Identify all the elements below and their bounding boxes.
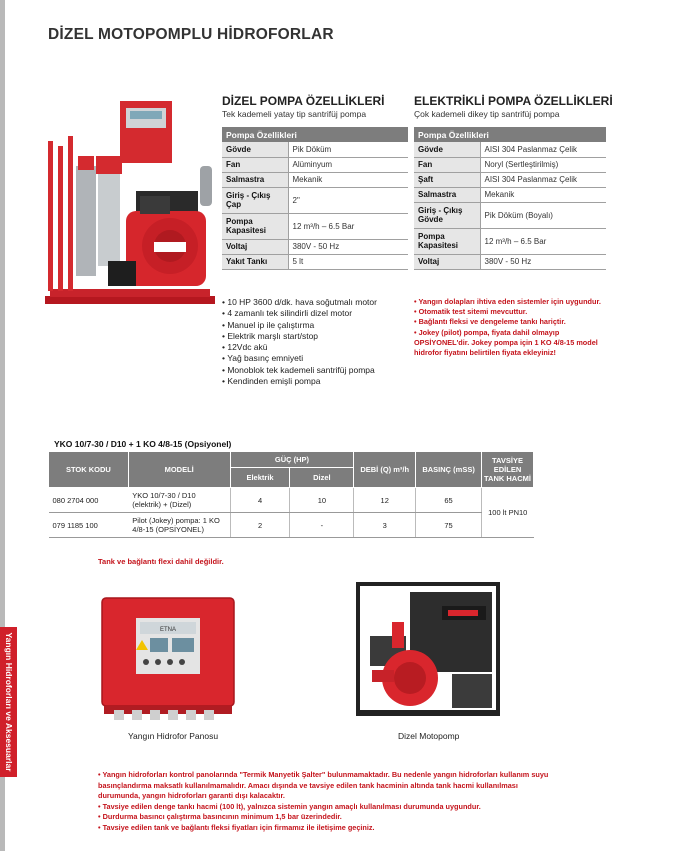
cell-stock: 079 1185 100 bbox=[49, 513, 129, 538]
list-item: • Manuel ip ile çalıştırma bbox=[222, 320, 377, 331]
list-item: • Tavsiye edilen denge tankı hacmi (100 lt), yalnızca sistemin yangın amaçlı kullanılması durumunda uygundur. bbox=[98, 802, 558, 813]
col-header-flow: DEBİ (Q) m³/h bbox=[354, 452, 416, 488]
list-item: • Yangın hidroforları kontrol panolarında "Termik Manyetik Şalter" bulunmamaktadır. Bu nedenle yangın hidroforları kullanım suyu basınçlandırma maksatlı kullanılmamalıdır. Amacı dışında ve tavsiye edilen tank hacminin altında tank hacmi kullanılması durumunda, yangın hidroforları garanti dışı kalacaktır. bbox=[98, 770, 558, 802]
cell-electric: 4 bbox=[230, 488, 290, 513]
diesel-motopump-image bbox=[352, 578, 504, 720]
spec-value: Mekanik bbox=[288, 172, 408, 187]
electric-notes-list bbox=[414, 297, 610, 358]
col-header-model: MODELİ bbox=[128, 452, 230, 488]
list-item: • Otomatik test sitemi mevcuttur. bbox=[414, 307, 610, 317]
col-header-diesel: Dizel bbox=[290, 468, 354, 488]
diesel-spec-table bbox=[222, 127, 408, 270]
hydrofor-unit-image bbox=[40, 96, 220, 308]
spec-value: Alüminyum bbox=[288, 157, 408, 172]
spec-key: Salmastra bbox=[222, 172, 288, 187]
spec-key: Pompa Kapasitesi bbox=[414, 228, 480, 254]
spec-value: Pik Döküm (Boyalı) bbox=[480, 202, 606, 228]
tank-note: Tank ve bağlantı flexi dahil değildir. bbox=[98, 557, 224, 566]
diesel-section-title: DİZEL POMPA ÖZELLİKLERİ bbox=[222, 94, 385, 108]
spec-value: 380V - 50 Hz bbox=[480, 254, 606, 269]
cell-stock: 080 2704 000 bbox=[49, 488, 129, 513]
electric-section-title: ELEKTRİKLİ POMPA ÖZELLİKLERİ bbox=[414, 94, 613, 108]
list-item: • Monoblok tek kademeli santrifüj pompa bbox=[222, 365, 377, 376]
list-item: • 12Vdc akü bbox=[222, 342, 377, 353]
spec-key: Voltaj bbox=[222, 239, 288, 254]
product-table bbox=[48, 451, 534, 538]
cell-model: YKO 10/7-30 / D10 (elektrik) + (Dizel) bbox=[128, 488, 230, 513]
list-item: • Kendinden emişli pompa bbox=[222, 376, 377, 387]
motopump-caption: Dizel Motopomp bbox=[398, 731, 460, 741]
list-item: • Yangın dolapları ihtiva eden sistemler için uygundur. bbox=[414, 297, 610, 307]
cell-model: Pilot (Jokey) pompa: 1 KO 4/8-15 (OPSİYONEL) bbox=[128, 513, 230, 538]
col-header-electric: Elektrik bbox=[230, 468, 290, 488]
side-tab-label: Yangın Hidroforları ve Aksesuarlar bbox=[3, 632, 14, 772]
cell-pressure: 65 bbox=[416, 488, 482, 513]
spec-value: AISI 304 Paslanmaz Çelik bbox=[480, 142, 606, 157]
spec-key: Salmastra bbox=[414, 187, 480, 202]
cell-diesel: - bbox=[290, 513, 354, 538]
spec-value: Pik Döküm bbox=[288, 142, 408, 157]
spec-value: Noryl (Sertleştirilmiş) bbox=[480, 157, 606, 172]
cell-flow: 3 bbox=[354, 513, 416, 538]
spec-key: Fan bbox=[222, 157, 288, 172]
spec-key: Giriş - Çıkış Gövde bbox=[414, 202, 480, 228]
control-panel-image bbox=[98, 596, 238, 722]
cell-electric: 2 bbox=[230, 513, 290, 538]
list-item: • Yağ basınç emniyeti bbox=[222, 353, 377, 364]
spec-value: 2" bbox=[288, 187, 408, 213]
list-item: • Durdurma basıncı çalıştırma basıncının minimum 1,5 bar üzerindedir. bbox=[98, 812, 558, 823]
cell-pressure: 75 bbox=[416, 513, 482, 538]
col-header-tank: TAVSİYE EDİLEN TANK HACMİ bbox=[482, 452, 534, 488]
spec-value: 5 lt bbox=[288, 254, 408, 269]
product-table-title: YKO 10/7-30 / D10 + 1 KO 4/8-15 (Opsiyonel) bbox=[54, 439, 232, 449]
spec-value: 12 m³/h – 6.5 Bar bbox=[480, 228, 606, 254]
spec-key: Gövde bbox=[414, 142, 480, 157]
table-row bbox=[49, 488, 534, 513]
spec-value: 380V - 50 Hz bbox=[288, 239, 408, 254]
spec-key: Giriş - Çıkış Çap bbox=[222, 187, 288, 213]
cell-diesel: 10 bbox=[290, 488, 354, 513]
list-item: • Bağlantı fleksi ve dengeleme tankı hariçtir. bbox=[414, 317, 610, 327]
cell-flow: 12 bbox=[354, 488, 416, 513]
list-item: • Jokey (pilot) pompa, fiyata dahil olmayıp OPSİYONEL'dir. Jokey pompa için 1 KO 4/8-15 model hidrofor fiyatını belirtilen fiyata ekleyiniz! bbox=[414, 328, 610, 359]
col-header-pressure: BASINÇ (mSS) bbox=[416, 452, 482, 488]
spec-key: Voltaj bbox=[414, 254, 480, 269]
list-item: • 10 HP 3600 d/dk. hava soğutmalı motor bbox=[222, 297, 377, 308]
electric-section-subtitle: Çok kademeli dikey tip santrifüj pompa bbox=[414, 109, 560, 119]
col-header-stock: STOK KODU bbox=[49, 452, 129, 488]
diesel-feature-list bbox=[222, 297, 377, 387]
electric-spec-table bbox=[414, 127, 606, 270]
panel-brand-label: ETNA bbox=[159, 627, 177, 633]
col-header-power: GÜÇ (HP) bbox=[230, 452, 354, 468]
diesel-table-header: Pompa Özellikleri bbox=[222, 127, 408, 142]
spec-value: 12 m³/h – 6.5 Bar bbox=[288, 213, 408, 239]
spec-key: Yakıt Tankı bbox=[222, 254, 288, 269]
list-item: • Tavsiye edilen tank ve bağlantı fleksi fiyatları için firmamız ile iletişime geçiniz. bbox=[98, 823, 558, 834]
side-tab bbox=[0, 627, 17, 777]
list-item: • Elektrik marşlı start/stop bbox=[222, 331, 377, 342]
electric-table-header: Pompa Özellikleri bbox=[414, 127, 606, 142]
panel-caption: Yangın Hidrofor Panosu bbox=[128, 731, 219, 741]
page-title: DİZEL MOTOPOMPLU HİDROFORLAR bbox=[48, 26, 334, 43]
spec-key: Fan bbox=[414, 157, 480, 172]
bottom-notes-list bbox=[98, 770, 558, 833]
spec-key: Şaft bbox=[414, 172, 480, 187]
diesel-section-subtitle: Tek kademeli yatay tip santrifüj pompa bbox=[222, 109, 367, 119]
spec-key: Gövde bbox=[222, 142, 288, 157]
spec-key: Pompa Kapasitesi bbox=[222, 213, 288, 239]
spec-value: Mekanik bbox=[480, 187, 606, 202]
cell-tank: 100 lt PN10 bbox=[482, 488, 534, 538]
table-row bbox=[49, 513, 534, 538]
list-item: • 4 zamanlı tek silindirli dizel motor bbox=[222, 308, 377, 319]
spec-value: AISI 304 Paslanmaz Çelik bbox=[480, 172, 606, 187]
